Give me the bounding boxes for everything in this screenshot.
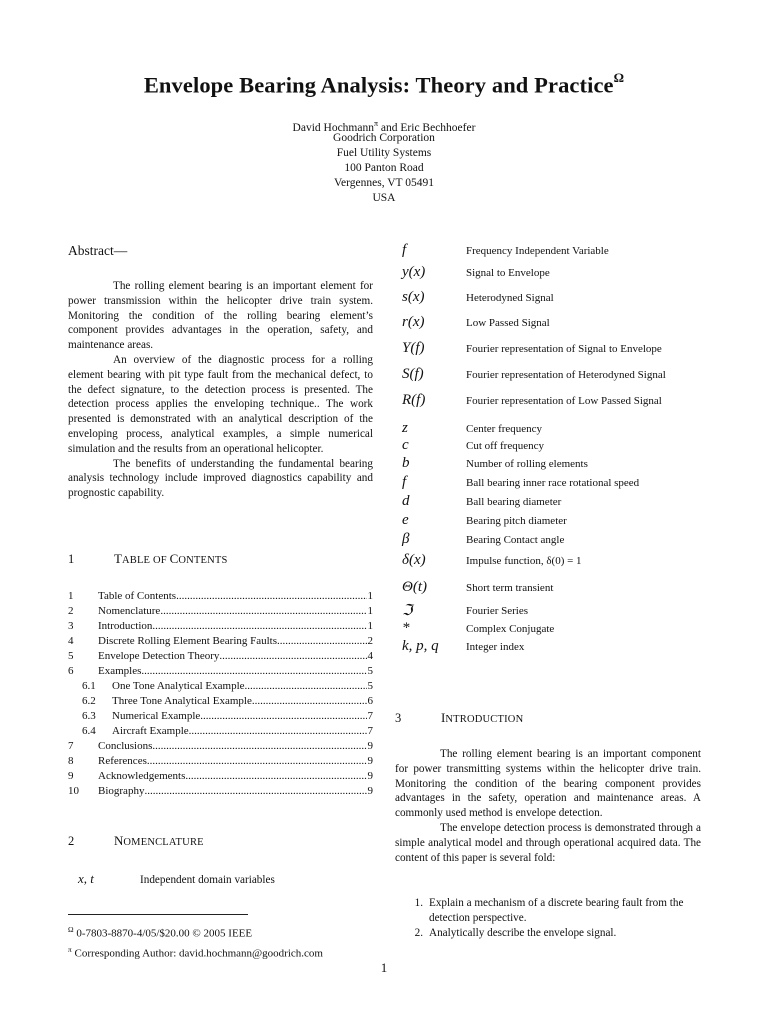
toc-number: 5 [68, 650, 74, 662]
toc-leader [141, 664, 366, 679]
toc-page: 9 [367, 770, 373, 782]
toc-page: 7 [367, 725, 373, 737]
affiliation-line: Goodrich Corporation [333, 132, 435, 144]
footnote: $^\Omega$ 0-7803-8870-4/05/$20.00 © 2005 IEEE [68, 925, 253, 940]
abstract-paragraph: An overview of the diagnostic process for a rolling element bearing with pit type fault from the mechanical defect, to the defect signature, to the detection process is presented. The detection process applies the enveloping technique.. The work presented is demonstrated with an analytical description of the enveloping process, analytical examples, a simple numerical simulation and the results from an operational helicopter. [68, 353, 373, 455]
nomenclature-symbol: c [402, 437, 409, 453]
nomenclature-description: Signal to Envelope [466, 266, 550, 279]
nomenclature-description: Cut off frequency [466, 439, 544, 452]
toc-page: 9 [367, 740, 373, 752]
nomenclature-entry [395, 638, 705, 655]
footnotes [68, 922, 323, 961]
nomenclature-entry [395, 437, 705, 454]
nomenclature-description: Frequency Independent Variable [466, 244, 609, 257]
toc-page: 4 [367, 650, 373, 662]
nomenclature-entry [395, 493, 705, 510]
nomenclature-entry [395, 289, 705, 306]
toc-label: Acknowledgements [98, 770, 186, 782]
toc-entry[interactable] [68, 724, 373, 739]
nomenclature-symbol: f [402, 474, 407, 490]
toc-entry[interactable] [68, 769, 373, 784]
nomenclature-entry [395, 242, 705, 259]
nomenclature-symbol: y(x) [402, 264, 426, 280]
nomenclature-entry [395, 340, 705, 357]
nomenclature-description: Fourier representation of Heterodyned Signal [466, 368, 666, 381]
nomenclature-symbol: k, p, q [402, 638, 439, 654]
toc-label: Aircraft Example [112, 725, 189, 737]
nomenclature-description: Short term transient [466, 581, 554, 594]
toc-entry[interactable] [68, 784, 373, 799]
toc-leader [152, 619, 366, 634]
toc-leader [185, 769, 366, 784]
toc-label: Table of Contents [98, 590, 177, 602]
toc-label: Three Tone Analytical Example [112, 695, 252, 707]
footnote: $^\pi$ Corresponding Author: david.hochmann@goodrich.com [68, 944, 323, 960]
toc-number: 1 [68, 590, 74, 602]
author-block [0, 116, 768, 206]
toc-leader [176, 589, 366, 604]
toc-number: 2 [68, 605, 74, 617]
nomenclature-description: Fourier Series [466, 604, 529, 617]
toc-number: 6.4 [82, 725, 96, 737]
intro-paragraph: The envelope detection process is demonstrated through a simple analytical model and through operational acquired data. The content of this paper is several fold: [395, 821, 701, 864]
toc-entry[interactable] [68, 649, 373, 664]
affiliation-line: Vergennes, VT 05491 [334, 177, 434, 189]
nomenclature-entry [395, 392, 705, 409]
nomenclature-description: Independent domain variables [140, 874, 275, 886]
paper-title: Envelope Bearing Analysis: Theory and Practice$^\Omega$ [143, 70, 625, 98]
footnote-divider [68, 914, 248, 915]
nomenclature-symbol: R(f) [402, 392, 426, 408]
introduction-body [395, 747, 701, 865]
toc-leader [219, 649, 366, 664]
list-item: 1. Explain a mechanism of a discrete bearing fault from the detection perspective. [414, 897, 684, 924]
toc-number: 6.1 [82, 680, 96, 692]
toc-leader [152, 739, 366, 754]
toc-entry[interactable] [68, 604, 373, 619]
toc-leader [252, 694, 367, 709]
toc-label: Introduction [98, 620, 153, 632]
affiliation-line: USA [372, 192, 396, 204]
toc-page: 5 [367, 680, 373, 692]
toc-label: Conclusions [98, 740, 153, 752]
nomenclature-entry [395, 314, 705, 331]
nomenclature-entry [395, 474, 705, 491]
nomenclature-symbol: x, t [78, 871, 94, 886]
toc-label: One Tone Analytical Example [112, 680, 245, 692]
toc-number: 6.3 [82, 710, 96, 722]
nomenclature-description: Integer index [466, 640, 525, 653]
abstract-paragraph: The rolling element bearing is an important element for power transmission within the helicopter drive train system. Monitoring the condition of the rolling bearing element’s component provides advantages in the operation, safety, and maintenance areas. [68, 280, 373, 352]
nomenclature-description: Center frequency [466, 422, 543, 435]
toc-number: 4 [68, 635, 74, 647]
section-heading-toc: 1 TABLE OF CONTENTS [68, 551, 228, 566]
toc-number: 3 [68, 620, 74, 632]
toc-number: 10 [68, 785, 79, 797]
nomenclature-description: Bearing pitch diameter [466, 514, 567, 527]
nomenclature-symbol: f [402, 242, 407, 258]
toc-page: 1 [367, 605, 373, 617]
nomenclature-description: Ball bearing inner race rotational speed [466, 476, 640, 489]
nomenclature-description: Number of rolling elements [466, 457, 588, 470]
nomenclature-symbol: s(x) [402, 289, 425, 305]
nomenclature-entry [68, 871, 373, 887]
nomenclature-symbol: Θ(t) [402, 579, 427, 595]
toc-number: 6 [68, 665, 74, 677]
nomenclature-description: Low Passed Signal [466, 316, 550, 329]
toc-page: 2 [367, 635, 373, 647]
nomenclature-description: Ball bearing diameter [466, 495, 562, 508]
affiliation-line: 100 Panton Road [344, 162, 424, 174]
toc-number: 7 [68, 740, 74, 752]
abstract-body [68, 279, 373, 501]
nomenclature-symbol: * [402, 620, 410, 636]
nomenclature-symbol: r(x) [402, 314, 425, 330]
toc-entry[interactable] [68, 679, 373, 694]
toc-leader [144, 784, 366, 799]
toc-leader [277, 634, 366, 649]
toc-leader [245, 679, 367, 694]
affiliation-line: Fuel Utility Systems [336, 147, 432, 159]
nomenclature-entry [395, 620, 705, 637]
intro-paragraph: The rolling element bearing is an important component for power transmitting systems within the helicopter drive train. Monitoring the condition of the bearing component provides advantages in the safety, operation and maintenance areas. A commonly used method is envelope detection. [395, 748, 701, 820]
numbered-list [395, 896, 701, 940]
nomenclature-description: Bearing Contact angle [466, 533, 565, 546]
toc-entry[interactable] [68, 739, 373, 754]
author-line: David Hochmann$^\pi$ and Eric Bechhoefer [292, 119, 476, 134]
nomenclature-entry [395, 420, 705, 437]
section-heading-introduction: 3 INTRODUCTION [395, 710, 524, 725]
nomenclature-symbol: β [402, 531, 410, 547]
list-item: 2. Analytically describe the envelope signal. [414, 926, 617, 939]
nomenclature-entry [395, 579, 705, 596]
toc-entry[interactable] [68, 634, 373, 649]
toc-number: 8 [68, 755, 74, 767]
toc-label: Discrete Rolling Element Bearing Faults [98, 635, 278, 647]
nomenclature-symbol: S(f) [402, 366, 424, 382]
toc-page: 1 [367, 590, 373, 602]
toc-label: Biography [98, 785, 145, 797]
nomenclature-symbol: d [402, 493, 410, 509]
nomenclature-entry [395, 264, 705, 281]
toc-label: Examples [98, 665, 142, 677]
toc-entry[interactable] [68, 694, 373, 709]
toc-label: References [98, 755, 147, 767]
toc-number: 9 [68, 770, 74, 782]
nomenclature-entry [395, 512, 705, 529]
page-number: 1 [380, 960, 388, 975]
nomenclature-symbol: z [402, 420, 408, 436]
nomenclature-entry [395, 455, 705, 472]
nomenclature-description: Complex Conjugate [466, 622, 555, 635]
toc-page: 9 [367, 785, 373, 797]
toc-page: 9 [367, 755, 373, 767]
toc-leader [147, 754, 367, 769]
toc-label: Envelope Detection Theory [98, 650, 220, 662]
toc-entry[interactable] [68, 754, 373, 769]
toc-entry[interactable] [68, 589, 373, 604]
abstract-heading: Abstract— [68, 243, 128, 258]
toc-page: 5 [367, 665, 373, 677]
nomenclature-description: Fourier representation of Low Passed Signal [466, 394, 662, 407]
nomenclature-symbol: ℑ [402, 603, 413, 619]
nomenclature-symbol: e [402, 512, 409, 528]
nomenclature-symbol: Y(f) [402, 340, 425, 356]
table-of-contents [68, 589, 373, 799]
nomenclature-entry [395, 552, 705, 569]
toc-number: 6.2 [82, 695, 96, 707]
toc-label: Nomenclature [98, 605, 161, 617]
toc-entry[interactable] [68, 619, 373, 634]
toc-page: 6 [367, 695, 373, 707]
toc-leader [160, 604, 366, 619]
nomenclature-entry [395, 601, 705, 620]
section-heading-nomenclature: 2 NOMENCLATURE [68, 833, 204, 848]
title-footnote-mark: Ω [613, 70, 625, 85]
nomenclature-entry [395, 366, 705, 383]
nomenclature-description: Fourier representation of Signal to Envelope [466, 342, 662, 355]
nomenclature-list [395, 240, 701, 660]
toc-label: Numerical Example [112, 710, 201, 722]
abstract-paragraph: The benefits of understanding the fundamental bearing analysis technology include improved diagnostics capability and prognostic capability. [68, 457, 373, 500]
nomenclature-symbol: δ(x) [402, 552, 426, 568]
nomenclature-description: Impulse function, δ(0) = 1 [466, 554, 582, 567]
nomenclature-symbol: b [402, 455, 410, 471]
nomenclature-description: Heterodyned Signal [466, 291, 554, 304]
toc-entry[interactable] [68, 709, 373, 724]
toc-leader [200, 709, 366, 724]
toc-leader [189, 724, 367, 739]
nomenclature-entry [395, 531, 705, 548]
toc-page: 7 [367, 710, 373, 722]
toc-entry[interactable] [68, 664, 373, 679]
toc-page: 1 [367, 620, 373, 632]
